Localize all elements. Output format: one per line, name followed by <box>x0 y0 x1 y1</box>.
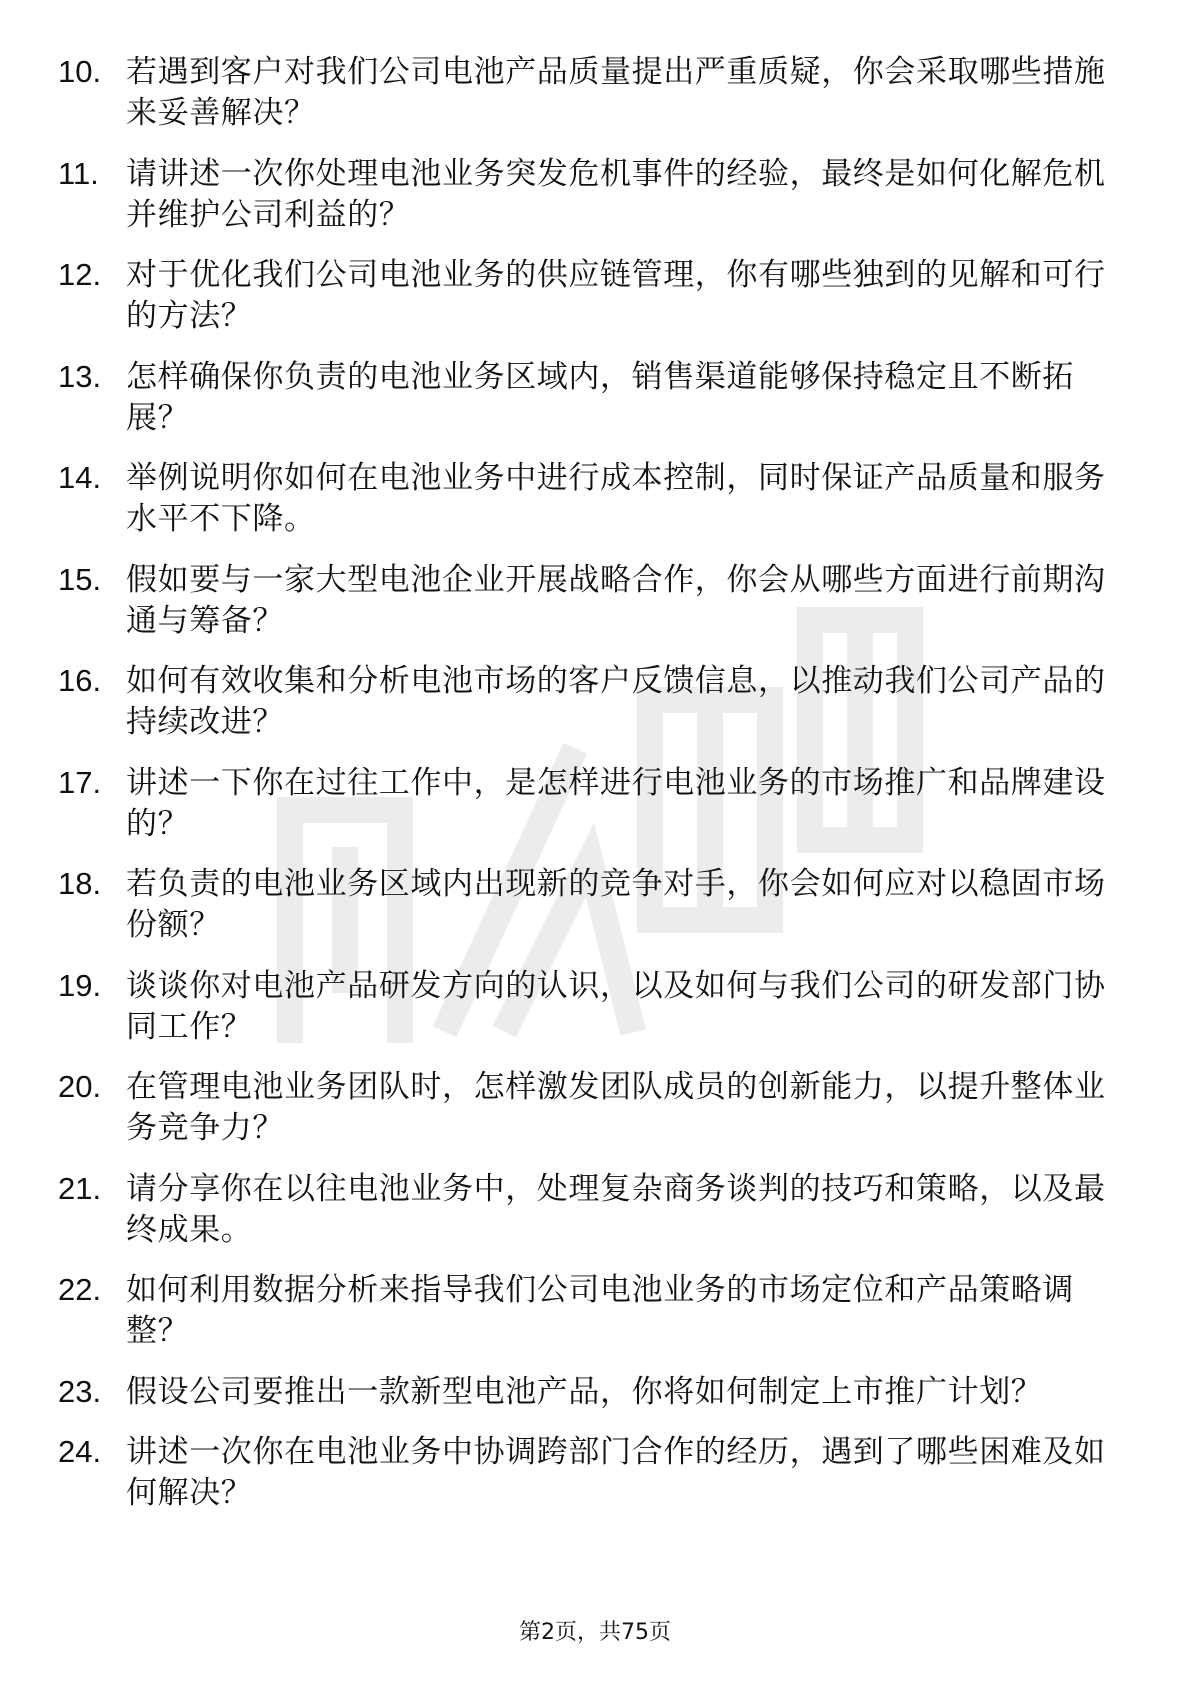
list-item <box>58 1432 1118 1514</box>
question-number: 16. <box>58 663 102 698</box>
question-number: 20. <box>58 1069 102 1104</box>
question-number: 19. <box>58 967 102 1003</box>
question-text: 讲述一下你在过往工作中，是怎样进行电池业务的市场推广和品牌建设的？ <box>126 764 1106 842</box>
question-number: 15. <box>58 561 102 597</box>
question-text: 讲述一次你在电池业务中协调跨部门合作的经历，遇到了哪些困难及如何解决？ <box>126 1434 1106 1511</box>
list-item <box>58 1270 1118 1352</box>
question-number: 12. <box>58 257 102 292</box>
question-text: 怎样确保你负责的电池业务区域内，销售渠道能够保持稳定且不断拓展？ <box>126 358 1074 436</box>
list-item <box>58 864 1118 946</box>
list-item <box>58 560 1118 642</box>
question-text: 在管理电池业务团队时，怎样激发团队成员的创新能力，以提升整体业务竞争力？ <box>126 1069 1106 1146</box>
question-number: 21. <box>58 1170 102 1206</box>
question-number: 17. <box>58 764 102 800</box>
question-text: 假如要与一家大型电池企业开展战略合作，你会从哪些方面进行前期沟通与筹备？ <box>126 561 1106 639</box>
question-number: 10. <box>58 54 102 89</box>
list-item <box>58 661 1118 743</box>
question-text: 若负责的电池业务区域内出现新的竞争对手，你会如何应对以稳固市场份额？ <box>126 866 1106 943</box>
question-text: 假设公司要推出一款新型电池产品，你将如何制定上市推广计划？ <box>126 1373 1043 1410</box>
question-list <box>58 52 1118 1534</box>
question-number: 11. <box>58 155 99 191</box>
list-item <box>58 1372 1118 1413</box>
question-number: 24. <box>58 1434 102 1469</box>
list-item <box>58 255 1118 337</box>
list-item <box>58 52 1118 134</box>
list-item <box>58 966 1118 1048</box>
question-text: 如何有效收集和分析电池市场的客户反馈信息，以推动我们公司产品的持续改进？ <box>126 663 1106 740</box>
list-item <box>58 458 1118 540</box>
question-text: 举例说明你如何在电池业务中进行成本控制，同时保证产品质量和服务水平不下降。 <box>126 460 1106 537</box>
page-number-footer: 第2页，共75页 <box>519 1620 671 1645</box>
list-item <box>58 1067 1118 1149</box>
question-text: 谈谈你对电池产品研发方向的认识，以及如何与我们公司的研发部门协同工作？ <box>126 967 1106 1045</box>
question-number: 23. <box>58 1373 102 1409</box>
question-text: 若遇到客户对我们公司电池产品质量提出严重质疑，你会采取哪些措施来妥善解决？ <box>126 54 1106 131</box>
question-number: 18. <box>58 866 102 901</box>
list-item <box>58 763 1118 845</box>
question-text: 请分享你在以往电池业务中，处理复杂商务谈判的技巧和策略，以及最终成果。 <box>126 1170 1106 1248</box>
question-text: 对于优化我们公司电池业务的供应链管理，你有哪些独到的见解和可行的方法？ <box>126 257 1106 334</box>
list-item <box>58 357 1118 439</box>
list-item <box>58 154 1118 236</box>
question-number: 22. <box>58 1272 102 1307</box>
question-text: 如何利用数据分析来指导我们公司电池业务的市场定位和产品策略调整？ <box>126 1272 1074 1349</box>
list-item <box>58 1169 1118 1251</box>
question-number: 13. <box>58 358 102 394</box>
question-number: 14. <box>58 460 102 495</box>
question-text: 请讲述一次你处理电池业务突发危机事件的经验，最终是如何化解危机并维护公司利益的？ <box>126 155 1106 233</box>
